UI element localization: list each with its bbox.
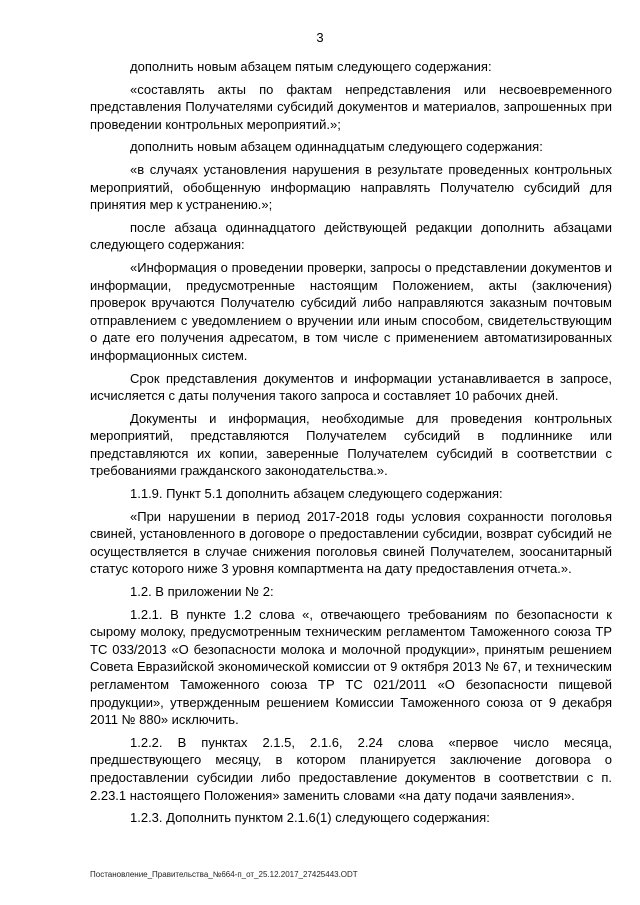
paragraph: после абзаца одиннадцатого действующей редакции дополнить абзацами следующего содержания: xyxy=(90,219,612,253)
paragraph: 1.2.3. Дополнить пунктом 2.1.6(1) следующего содержания: xyxy=(130,810,490,826)
paragraph: 1.1.9. Пункт 5.1 дополнить абзацем следующего содержания: xyxy=(130,486,503,502)
paragraph: «составлять акты по фактам непредставления или несвоевременного представления Получателями субсидий документов и материалов, запрошенных при проведении контрольных мероприятий.»; xyxy=(90,81,612,132)
paragraph: 1.2. В приложении № 2: xyxy=(130,584,274,600)
paragraph: дополнить новым абзацем пятым следующего содержания: xyxy=(130,59,492,74)
page-number: 3 xyxy=(316,30,324,45)
paragraph: 1.2.1. В пункте 1.2 слова «, отвечающего требованиям по безопасности к сырому молоку, предусмотренным техническим регламентом Таможенного союза ТР ТС 033/2013 «О безопасности молока и молочной продукции», принятым решением Совета Евразийской экономической комиссии от 9 октября 2013 № 67, и техническим регламентом Таможенного союза ТР ТС 021/2011 «О безопасности пищевой продукции», утвержденным решением Комиссии Таможенного союза от 9 декабря 2011 № 880» исключить. xyxy=(90,606,612,728)
paragraph: Документы и информация, необходимые для проведения контрольных мероприятий, представляются Получателем субсидий в подлиннике или представляются их копии, заверенные Получателем субсидий в соответствии с требованиями гражданского законодательства.». xyxy=(90,410,612,479)
document-footer: Постановление_Правительства_№664-п_от_25.12.2017_27425443.ODT xyxy=(90,870,358,879)
paragraph: дополнить новым абзацем одиннадцатым следующего содержания: xyxy=(130,139,543,155)
paragraph: «Информация о проведении проверки, запросы о представлении документов и информации, предусмотренные настоящим Положением, акты (заключения) проверок вручаются Получателю субсидий либо направляются заказным почтовым отправлением с уведомлением о вручении или иным способом, свидетельствующим о дате его получения адресатом, в том числе с применением автоматизированных информационных систем. xyxy=(90,259,612,363)
paragraph: Срок представления документов и информации устанавливается в запросе, исчисляется с даты получения такого запроса и составляет 10 рабочих дней. xyxy=(90,370,612,404)
document-body xyxy=(90,58,612,832)
paragraph: «При нарушении в период 2017-2018 годы условия сохранности поголовья свиней, установленного в договоре о предоставлении субсидии, возврат субсидий не осуществляется в случае снижения поголовья свиней Получателем, зоосанитарный статус которого ниже 3 уровня компартмента на дату предоставления отчета.». xyxy=(90,508,612,577)
paragraph: 1.2.2. В пунктах 2.1.5, 2.1.6, 2.24 слова «первое число месяца, предшествующего месяцу, в котором планируется заключение договора о предоставлении субсидии либо предоставление документов в соответствии с п. 2.23.1 настоящего Положения» заменить словами «на дату подачи заявления». xyxy=(90,734,612,803)
paragraph: «в случаях установления нарушения в результате проведенных контрольных мероприятий, обобщенную информацию направлять Получателю субсидий для принятия мер к устранению.»; xyxy=(90,161,612,213)
